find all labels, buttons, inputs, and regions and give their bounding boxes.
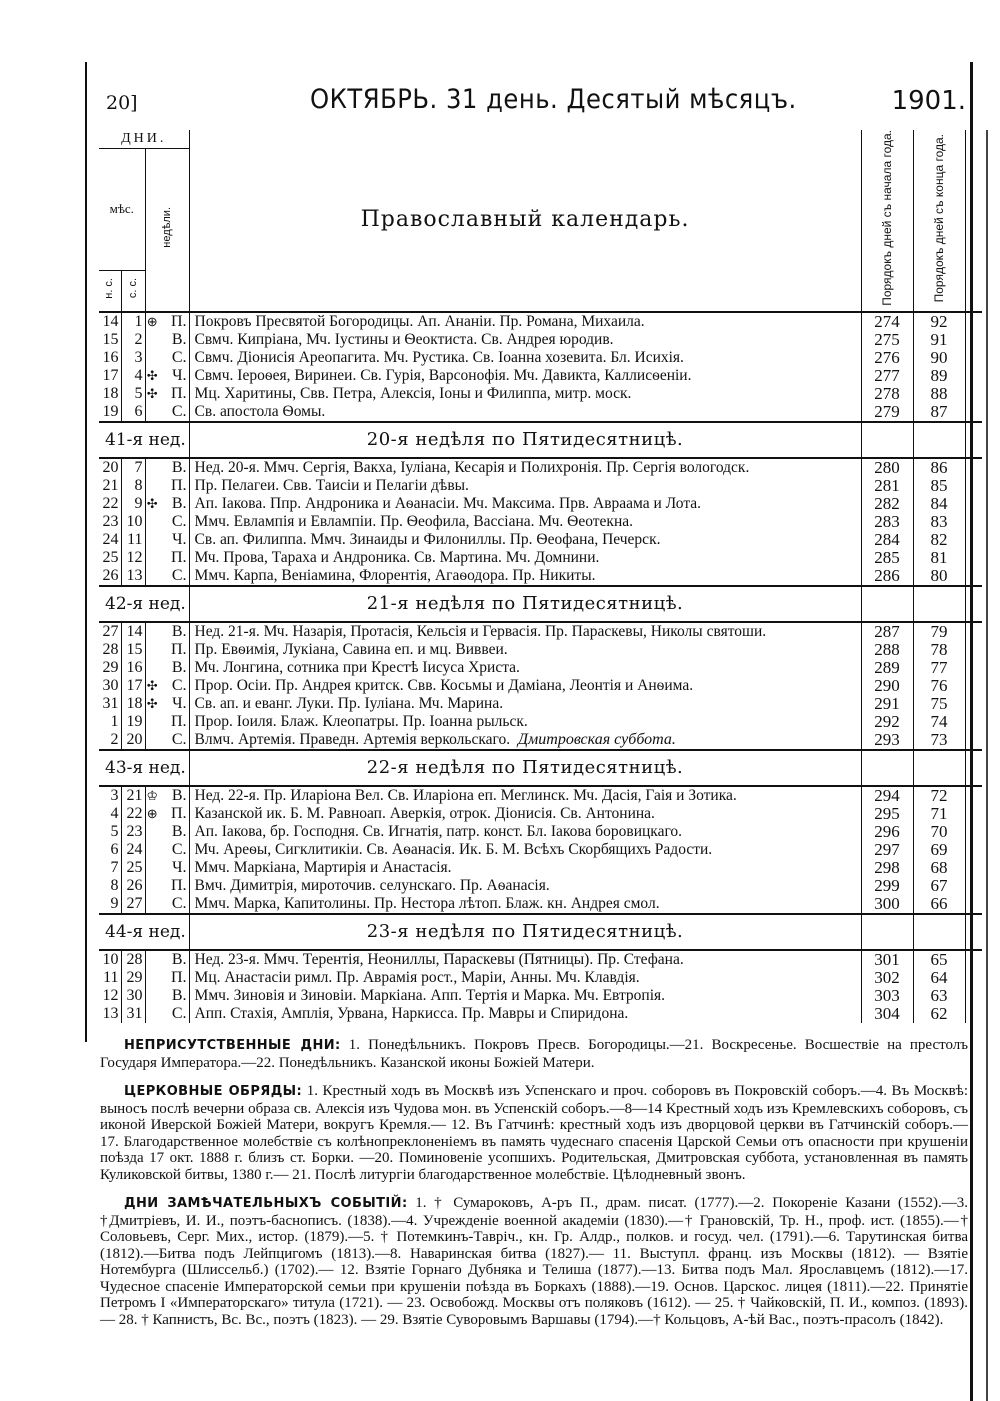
ordinal-from-end: 66 [913,895,965,914]
day-new-style: 5 [99,823,121,841]
ordinal-from-start: 291 [861,695,913,713]
weekday: П. [159,312,189,331]
page-year: 1901. [891,86,966,116]
day-old-style: 8 [121,477,145,495]
day-saints: Мч. Прова, Тараха и Андроника. Св. Мартина. Мч. Домнини. [189,549,861,567]
table-header-row-1 [99,130,982,149]
day-new-style: 19 [99,403,121,422]
ordinal-from-start: 284 [861,531,913,549]
feast-symbol [145,823,159,841]
rites-label: ЦЕРКОВНЫЕ ОБРЯДЫ: [124,1084,303,1099]
day-row [99,331,982,349]
day-old-style: 27 [121,895,145,914]
day-old-style: 9 [121,495,145,513]
day-new-style: 29 [99,659,121,677]
page-title: ОКТЯБРЬ. 31 день. Десятый мѣсяцъ. [310,84,797,115]
holidays-text: 1. Понедѣльникъ. Покровъ Пресв. Богородицы.—21. Воскресенье. Восшествіе на престолъ Государя Императора.—22. Понедѣльникъ. Казанской иконы Божіей Матери. [100,1037,969,1071]
day-row [99,349,982,367]
weekday: С. [159,895,189,914]
ordinal-from-start: 290 [861,677,913,695]
ordinal-from-end: 87 [913,403,965,422]
feast-symbol [145,403,159,422]
feast-symbol [145,659,159,677]
feast-symbol [145,859,159,877]
ordinal-from-end: 76 [913,677,965,695]
day-row [99,823,982,841]
day-row [99,895,982,914]
feast-symbol [145,713,159,731]
feast-symbol [145,1005,159,1023]
week-number: 41-я нед. [99,422,189,458]
days-header: ДНИ. [99,130,189,149]
day-row [99,549,982,567]
day-saints: Ммч. Марка, Капитолины. Пр. Нестора лѣтоп. Блаж. кн. Андрея смол. [189,895,861,914]
ordinal-from-start: 303 [861,987,913,1005]
weekday: С. [159,567,189,586]
day-row [99,805,982,823]
day-old-style: 6 [121,403,145,422]
day-old-style: 7 [121,458,145,477]
day-new-style: 4 [99,805,121,823]
day-saints: Мц. Харитины, Свв. Петра, Алексія, Іоны и Филиппа, митр. моск. [189,385,861,403]
week-title: 20-я недѣля по Пятидесятницѣ. [189,422,861,458]
frame-right-rule-outer [986,130,988,1401]
day-saints: Ап. Іакова. Ппр. Андроника и Аѳанасіи. Мч. Максима. Прв. Авраама и Лота. [189,495,861,513]
day-old-style: 29 [121,969,145,987]
day-old-style: 13 [121,567,145,586]
day-new-style: 31 [99,695,121,713]
weekday: П. [159,477,189,495]
ordinal-from-start: 286 [861,567,913,586]
ordinal-from-end: 88 [913,385,965,403]
feast-symbol: ♔ [146,787,159,803]
feast-symbol: ✣ [146,385,158,401]
day-old-style: 14 [121,622,145,641]
feast-symbol: ⊕ [146,313,158,329]
day-note: Дмитровская суббота. [517,730,676,748]
weekday: В. [159,987,189,1005]
events-section [100,1195,968,1328]
day-saints: Апп. Стахія, Амплія, Урвана, Наркисса. Пр. Мавры и Спиридона. [189,1005,861,1023]
ordinal-from-start: 276 [861,349,913,367]
day-saints: Ап. Іакова, бр. Господня. Св. Игнатія, патр. конст. Бл. Іакова боровицкаго. [189,823,861,841]
day-new-style: 8 [99,877,121,895]
day-old-style: 18 [121,695,145,713]
ordinal-from-start: 293 [861,731,913,750]
day-new-style: 12 [99,987,121,1005]
day-old-style: 15 [121,641,145,659]
day-old-style: 19 [121,713,145,731]
ordinal-from-start: 294 [861,786,913,805]
day-new-style: 16 [99,349,121,367]
day-saints: Вмч. Димитрія, мироточив. селунскаго. Пр. Аѳанасія. [189,877,861,895]
week-title: 22-я недѣля по Пятидесятницѣ. [189,750,861,786]
ordinal-from-end: 64 [913,969,965,987]
weekday: П. [159,641,189,659]
day-row [99,495,982,513]
day-row [99,841,982,859]
feast-symbol: ⊕ [146,805,158,821]
ordinal-from-start: 304 [861,1005,913,1023]
day-row [99,859,982,877]
weekday: П. [159,969,189,987]
day-saints: Влмч. Артемія. Праведн. Артемія веркольскаго. Дмитровская суббота. [189,731,861,750]
feast-symbol: ✣ [146,367,158,383]
ordinal-from-start: 292 [861,713,913,731]
ordinal-from-end: 62 [913,1005,965,1023]
ordinal-from-start: 298 [861,859,913,877]
day-saints: Нед. 23-я. Ммч. Терентія, Неониллы, Параскевы (Пятницы). Пр. Стефана. [189,950,861,969]
ordinal-from-end: 81 [913,549,965,567]
weekday: В. [159,495,189,513]
ordinal-from-start: 281 [861,477,913,495]
day-old-style: 16 [121,659,145,677]
weekday: П. [159,385,189,403]
weekday: В. [159,458,189,477]
ordinal-from-end: 83 [913,513,965,531]
weekday: С. [159,841,189,859]
ordinal-from-end: 91 [913,331,965,349]
calendar-table [99,130,982,1023]
old-style-header: с. с. [121,270,145,312]
ordinal-from-end: 79 [913,622,965,641]
day-row [99,731,982,750]
day-row [99,877,982,895]
ordinal-from-end: 86 [913,458,965,477]
day-old-style: 12 [121,549,145,567]
ordinal-from-end: 70 [913,823,965,841]
events-text: 1. † Сумароковъ, А-ръ П., драм. писат. (1777).—2. Покореніе Казани (1552).—3. †Дмитріевъ, И. И., поэтъ-баснописъ. (1838).—4. Учрежденіе военной академіи (1830).—† Грановскій, Тр. Н., проф. ист. (1855).—† Соловьевъ, Серг. Мих., истор. (1879).—5. † Потемкинъ-Тавріч., кн. Гр. Алдр., полков. и госуд. чел. (1791).—6. Тарутинская битва (1812).—Битва подъ Лейпцигомъ (1813).—8. Наваринская битва (1827).— 11. Выступл. франц. изъ Москвы (1812). — Взятіе Нотембурга (Шлиссельб.) (1702).— 12. Взятіе Горнаго Дубняка и Телиша (1877).—13. Битва подъ Мал. Ярославцемъ (1812).—17. Чудесное спасеніе Императорской семьи при крушеніи поѣзда въ Боркахъ (1888).—19. Основ. Царскос. лицея (1811).—22. Принятіе Петромъ I «Императорскаго» титула (1721). — 23. Освобожд. Москвы отъ поляковъ (1612). — 25. † Чайковскій, П. И., композ. (1893). — 28. † Капнистъ, Вс. Вс., поэтъ (1823). — 29. Взятіе Суворовымъ Варшавы (1794).—† Кольцовъ, А-ѣй Вас., поэтъ-прасолъ (1842). [100,1195,969,1328]
day-new-style: 23 [99,513,121,531]
day-new-style: 11 [99,969,121,987]
ordinal-from-end: 90 [913,349,965,367]
ordinal-from-end: 80 [913,567,965,586]
feast-symbol [145,731,159,750]
day-row [99,677,982,695]
week-title: 21-я недѣля по Пятидесятницѣ. [189,586,861,622]
weekday: С. [159,1005,189,1023]
ordinal-from-start: 278 [861,385,913,403]
day-row [99,567,982,586]
ordinal-from-end: 78 [913,641,965,659]
day-saints: Св. апостола Ѳомы. [189,403,861,422]
day-new-style: 1 [99,713,121,731]
feast-symbol: ✣ [146,495,158,511]
day-row [99,531,982,549]
week-number: 44-я нед. [99,914,189,950]
weekday: С. [159,731,189,750]
weekday: П. [159,805,189,823]
day-new-style: 3 [99,786,121,805]
day-saints: Пр. Пелагеи. Свв. Таисіи и Пелагіи дѣвы. [189,477,861,495]
day-old-style: 3 [121,349,145,367]
ordinal-from-end: 82 [913,531,965,549]
ordinal-from-end: 67 [913,877,965,895]
weekday: С. [159,677,189,695]
calendar-title: Православный календарь. [189,130,861,312]
day-new-style: 9 [99,895,121,914]
day-old-style: 17 [121,677,145,695]
day-row [99,622,982,641]
feast-symbol [145,622,159,641]
day-row [99,987,982,1005]
day-row [99,458,982,477]
holidays-section [100,1037,968,1071]
weekday: В. [159,622,189,641]
ordinal-from-end: 73 [913,731,965,750]
day-old-style: 31 [121,1005,145,1023]
day-old-style: 22 [121,805,145,823]
feast-symbol [145,477,159,495]
ordinal-from-end: 84 [913,495,965,513]
new-style-header: н. с. [99,270,121,312]
weekday: С. [159,349,189,367]
weekday: В. [159,659,189,677]
weekday-header: недѣли. [145,149,189,312]
weekday: В. [159,950,189,969]
ordinal-from-end: 68 [913,859,965,877]
ordinal-from-start: 295 [861,805,913,823]
week-header-row [99,750,982,786]
ordinal-from-start: 279 [861,403,913,422]
day-new-style: 18 [99,385,121,403]
ordinal-from-end: 74 [913,713,965,731]
week-header-row [99,914,982,950]
week-number: 42-я нед. [99,586,189,622]
ordinal-from-end: 92 [913,312,965,331]
feast-symbol: ✣ [146,695,158,711]
week-header-row [99,422,982,458]
day-new-style: 22 [99,495,121,513]
ordinal-from-end: 85 [913,477,965,495]
ordinal-from-start: 275 [861,331,913,349]
day-row [99,367,982,385]
ordinal-from-start: 299 [861,877,913,895]
weekday: В. [159,823,189,841]
day-new-style: 15 [99,331,121,349]
day-row [99,713,982,731]
day-old-style: 1 [121,312,145,331]
day-old-style: 24 [121,841,145,859]
day-saints: Св. ап. и еванг. Луки. Пр. Іуліана. Мч. Марина. [189,695,861,713]
ordinal-from-end: 65 [913,950,965,969]
ordinal-from-start: 296 [861,823,913,841]
day-new-style: 17 [99,367,121,385]
day-row [99,477,982,495]
ordinal-from-start: 300 [861,895,913,914]
day-row [99,385,982,403]
day-new-style: 27 [99,622,121,641]
day-saints: Покровъ Пресвятой Богородицы. Ап. Ананіи. Пр. Романа, Михаила. [189,312,861,331]
page-header [100,78,968,120]
ordinal-from-start: 283 [861,513,913,531]
day-new-style: 6 [99,841,121,859]
day-row [99,312,982,331]
ordinal-from-start: 287 [861,622,913,641]
weekday: В. [159,331,189,349]
day-row [99,786,982,805]
day-saints: Ммч. Евлампія и Евлампіи. Пр. Ѳеофила, Вассіана. Мч. Ѳеотекна. [189,513,861,531]
weekday: С. [159,403,189,422]
day-saints: Нед. 20-я. Ммч. Сергія, Вакха, Іуліана, Кесарія и Полихронія. Пр. Сергія вологодск. [189,458,861,477]
day-old-style: 21 [121,786,145,805]
day-old-style: 4 [121,367,145,385]
feast-symbol [145,549,159,567]
day-saints: Мч. Лонгина, сотника при Крестѣ Іисуса Христа. [189,659,861,677]
ord-end-header: Порядокъ днeй съ конца года. [913,130,965,312]
day-new-style: 7 [99,859,121,877]
day-saints: Свмч. Кипріана, Мч. Іустины и Ѳеоктиста. Св. Андрея юродив. [189,331,861,349]
weekday: Ч. [159,531,189,549]
weekday: Ч. [159,367,189,385]
ordinal-from-start: 289 [861,659,913,677]
rites-text: 1. Крестный ходъ въ Москвѣ изъ Успенскаго и проч. соборовъ въ Покровскій соборъ.—4. Въ Москвѣ: выносъ послѣ вечерни образа св. Алексія изъ Чудова мон. въ Успенскій соборъ.—8—14 Крестный ходъ изъ Кремлевскихъ соборовъ, съ иконой Иверской Божіей Матери, вокругъ Кремля.— 12. Въ Гатчинѣ: крестный ходъ изъ дворцовой церкви въ Гатчинскій соборъ.— 17. Благодарственное молебствіе съ колѣнопреклоненіемъ въ память чудеснаго спасенія Царской Семьи отъ опасности при крушеніи поѣзда 17 окт. 1888 г. близъ ст. Борки. —20. Поминовеніе усопшихъ. Родительская, Дмитровская суббота, установленная въ память Куликовской битвы, 1380 г.— 21. Послѣ литургіи благодарственное молебствіе. Цѣлодневный звонъ. [100,1083,968,1183]
day-saints: Ммч. Карпа, Веніамина, Флорентія, Агаѳодора. Пр. Никиты. [189,567,861,586]
day-old-style: 25 [121,859,145,877]
day-old-style: 30 [121,987,145,1005]
day-old-style: 2 [121,331,145,349]
day-new-style: 20 [99,458,121,477]
ordinal-from-start: 274 [861,312,913,331]
day-row [99,1005,982,1023]
day-old-style: 28 [121,950,145,969]
ordinal-from-end: 89 [913,367,965,385]
weekday: П. [159,549,189,567]
week-title: 23-я недѣля по Пятидесятницѣ. [189,914,861,950]
day-row [99,695,982,713]
day-row [99,513,982,531]
feast-symbol [145,950,159,969]
feast-symbol [145,895,159,914]
day-new-style: 14 [99,312,121,331]
ordinal-from-start: 301 [861,950,913,969]
ordinal-from-start: 277 [861,367,913,385]
week-number: 43-я нед. [99,750,189,786]
day-new-style: 28 [99,641,121,659]
holidays-label: НЕПРИСУТСТВЕННЫЕ ДНИ: [124,1038,341,1053]
day-saints: Свмч. Діонисія Ареопагита. Мч. Рустика. Св. Іоанна хозевита. Бл. Исихія. [189,349,861,367]
feast-symbol [145,641,159,659]
day-new-style: 10 [99,950,121,969]
day-saints: Прор. Осіи. Пр. Андрея критск. Свв. Косьмы и Даміана, Леонтія и Анѳима. [189,677,861,695]
ordinal-from-start: 280 [861,458,913,477]
day-old-style: 23 [121,823,145,841]
month-header: мѣс. [99,149,145,271]
ordinal-from-start: 302 [861,969,913,987]
day-saints: Пр. Евѳимія, Лукіана, Савина еп. и мц. Виввеи. [189,641,861,659]
day-new-style: 25 [99,549,121,567]
day-row [99,403,982,422]
feast-symbol [145,513,159,531]
weekday: Ч. [159,859,189,877]
ordinal-from-end: 72 [913,786,965,805]
ordinal-from-start: 297 [861,841,913,859]
day-row [99,641,982,659]
day-row [99,659,982,677]
day-old-style: 26 [121,877,145,895]
feast-symbol [145,458,159,477]
weekday: С. [159,513,189,531]
feast-symbol [145,349,159,367]
feast-symbol [145,841,159,859]
day-saints: Нед. 21-я. Мч. Назарія, Протасія, Кельсія и Гервасія. Пр. Параскевы, Николы святоши. [189,622,861,641]
ordinal-from-start: 285 [861,549,913,567]
ord-start-header: Порядокъ днeй съ начала года. [861,130,913,312]
ordinal-from-start: 282 [861,495,913,513]
feast-symbol [145,987,159,1005]
day-saints: Мч. Ареѳы, Сигклитикіи. Св. Аѳанасія. Ик. Б. М. Всѣхъ Скорбящихъ Радости. [189,841,861,859]
events-label: ДНИ ЗАМѢЧАТЕЛЬНЫХЪ СОБЫТІЙ: [124,1196,408,1211]
day-row [99,969,982,987]
day-old-style: 20 [121,731,145,750]
day-old-style: 11 [121,531,145,549]
ordinal-from-start: 288 [861,641,913,659]
day-saints: Свмч. Іероѳея, Виринеи. Св. Гурія, Варсонофія. Мч. Давикта, Каллисѳеніи. [189,367,861,385]
feast-symbol [145,567,159,586]
feast-symbol [145,969,159,987]
day-saints: Нед. 22-я. Пр. Иларіона Вел. Св. Иларіона еп. Меглинск. Мч. Дасія, Гаія и Зотика. [189,786,861,805]
day-new-style: 13 [99,1005,121,1023]
day-old-style: 10 [121,513,145,531]
frame-left-rule [85,62,87,1042]
feast-symbol [145,331,159,349]
day-row [99,950,982,969]
day-old-style: 5 [121,385,145,403]
feast-symbol [145,877,159,895]
ordinal-from-end: 75 [913,695,965,713]
day-saints: Ммч. Зиновія и Зиновіи. Маркіана. Апп. Тертія и Марка. Мч. Евтропія. [189,987,861,1005]
feast-symbol: ✣ [146,677,158,693]
day-saints: Прор. Іоиля. Блаж. Клеопатры. Пр. Іоанна рыльск. [189,713,861,731]
calendar-body [99,312,982,1023]
page-number: 20] [106,92,138,114]
weekday: П. [159,713,189,731]
day-new-style: 26 [99,567,121,586]
ordinal-from-end: 63 [913,987,965,1005]
weekday: Ч. [159,695,189,713]
weekday: В. [159,786,189,805]
day-new-style: 21 [99,477,121,495]
weekday: П. [159,877,189,895]
feast-symbol [145,531,159,549]
day-saints: Св. ап. Филиппа. Ммч. Зинаиды и Филониллы. Пр. Ѳеофана, Печерск. [189,531,861,549]
day-saints: Ммч. Маркіана, Мартирія и Анастасія. [189,859,861,877]
day-saints: Мц. Анастасіи римл. Пр. Аврамія рост., Маріи, Анны. Мч. Клавдія. [189,969,861,987]
ordinal-from-end: 71 [913,805,965,823]
day-saints: Казанской ик. Б. М. Равноап. Аверкія, отрок. Діонисія. Св. Антонина. [189,805,861,823]
day-new-style: 24 [99,531,121,549]
week-header-row [99,586,982,622]
day-new-style: 2 [99,731,121,750]
ordinal-from-end: 69 [913,841,965,859]
day-new-style: 30 [99,677,121,695]
ordinal-from-end: 77 [913,659,965,677]
rites-section [100,1083,968,1183]
